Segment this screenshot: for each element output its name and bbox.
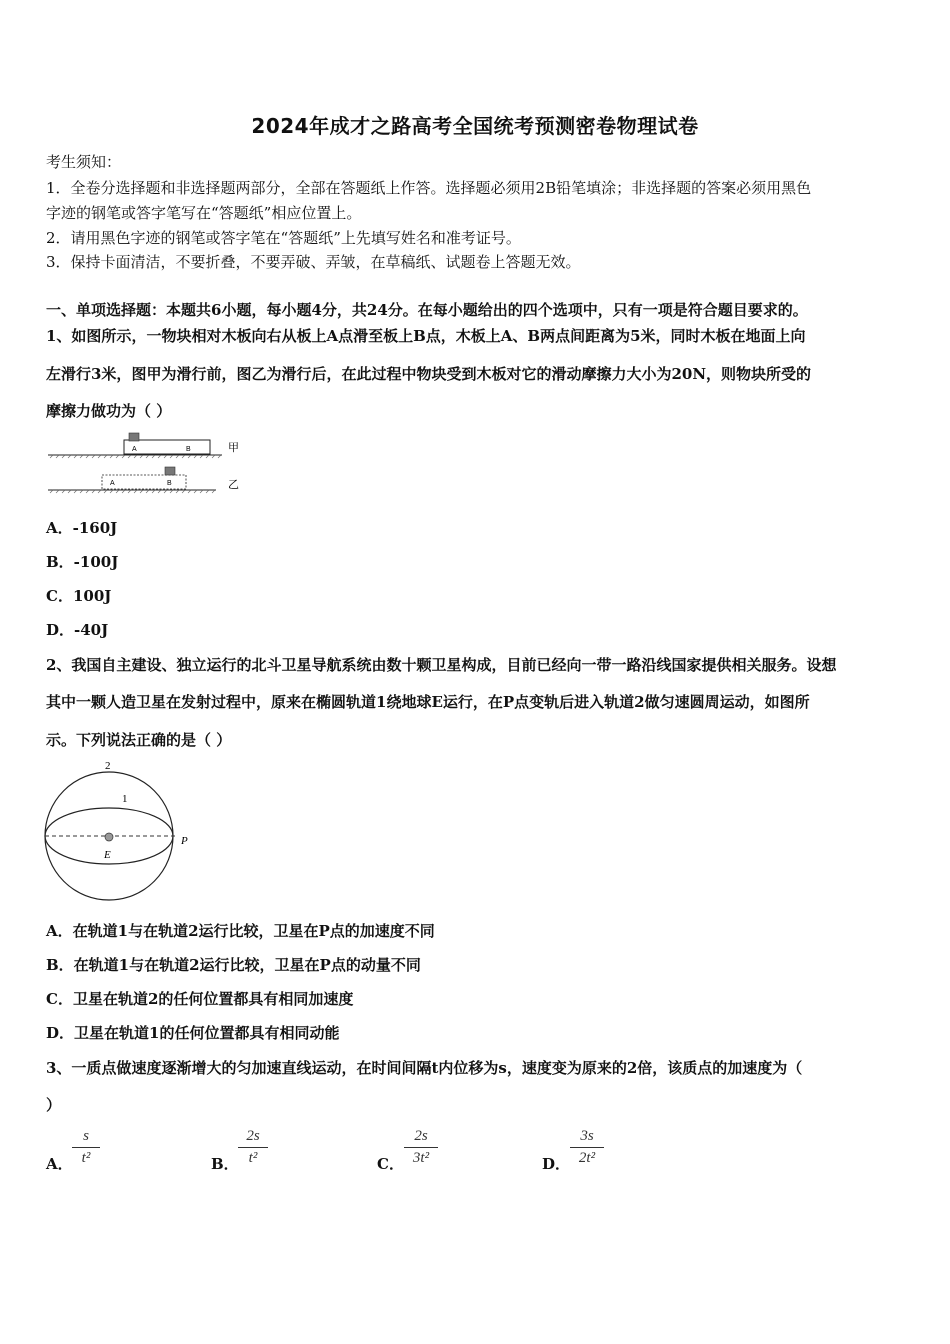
q3-option-a-fraction — [72, 1128, 100, 1167]
q2-option-b: B．在轨道1与在轨道2运行比较，卫星在P点的动量不同 — [46, 956, 421, 974]
q3-option-b-label: B． — [211, 1155, 239, 1173]
orbit-label-2: 2 — [105, 760, 111, 772]
label-a-yi: A — [110, 480, 115, 487]
question-2-text: 示。下列说法正确的是（ ） — [46, 731, 232, 749]
page-title: 2024年成才之路高考全国统考预测密卷物理试卷 — [251, 114, 699, 138]
notice-line: 1．全卷分选择题和非选择题两部分，全部在答题纸上作答。选择题必须用2B铅笔填涂；非选择题的答案必须用黑色 — [46, 179, 812, 197]
point-p-label: P — [181, 835, 188, 847]
label-yi: 乙 — [228, 478, 239, 491]
earth-e-label: E — [104, 849, 111, 861]
question-3-text: ） — [46, 1096, 62, 1114]
question-1-text: 摩擦力做功为（ ） — [46, 402, 172, 420]
q1-option-b: B．-100J — [46, 553, 119, 571]
q1-option-d: D．-40J — [46, 621, 109, 639]
q3-option-c-fraction — [404, 1128, 438, 1167]
label-a-jia: A — [132, 446, 137, 453]
notice-line: 2．请用黑色字迹的钢笔或答字笔在“答题纸”上先填写姓名和准考证号。 — [46, 229, 521, 247]
fraction-numerator: s — [83, 1128, 89, 1144]
notice-heading: 考生须知： — [46, 153, 122, 171]
q3-option-a-label: A． — [46, 1155, 73, 1173]
label-b-yi: B — [167, 480, 172, 487]
orbit-diagram — [40, 758, 200, 908]
q3-option-b-fraction — [238, 1128, 268, 1167]
q3-option-d-fraction — [570, 1128, 604, 1167]
question-1-text: 1、如图所示，一物块相对木板向右从板上A点滑至板上B点，木板上A、B两点间距离为5米，同时木板在地面上向 — [46, 327, 806, 345]
q2-option-d: D．卫星在轨道1的任何位置都具有相同动能 — [46, 1024, 340, 1042]
q1-option-a: A．-160J — [46, 519, 118, 537]
fraction-numerator: 3s — [580, 1128, 594, 1144]
question-1-text: 左滑行3米，图甲为滑行前，图乙为滑行后，在此过程中物块受到木板对它的滑动摩擦力大小为20N，则物块所受的 — [46, 365, 812, 383]
fraction-denominator: t² — [248, 1150, 258, 1166]
question-2-text: 2、我国自主建设、独立运行的北斗卫星导航系统由数十颗卫星构成，目前已经向一带一路沿线国家提供相关服务。设想 — [46, 656, 837, 674]
q2-option-a: A．在轨道1与在轨道2运行比较，卫星在P点的加速度不同 — [46, 922, 435, 940]
question-2-text: 其中一颗人造卫星在发射过程中，原来在椭圆轨道1绕地球E运行，在P点变轨后进入轨道2做匀速圆周运动，如图所 — [46, 693, 810, 711]
notice-line: 3．保持卡面清洁，不要折叠，不要弄破、弄皱，在草稿纸、试题卷上答题无效。 — [46, 253, 581, 271]
fraction-denominator: t² — [81, 1150, 91, 1166]
notice-line: 字迹的钢笔或答字笔写在“答题纸”相应位置上。 — [46, 204, 362, 222]
q1-option-c: C．100J — [46, 587, 112, 605]
label-jia: 甲 — [228, 441, 239, 454]
fraction-denominator: 2t² — [578, 1150, 596, 1166]
board-diagram — [44, 430, 244, 500]
fraction-denominator: 3t² — [412, 1150, 430, 1166]
q2-option-c: C．卫星在轨道2的任何位置都具有相同加速度 — [46, 990, 354, 1008]
label-b-jia: B — [186, 446, 191, 453]
fraction-numerator: 2s — [414, 1128, 428, 1144]
question-3-text: 3、一质点做速度逐渐增大的匀加速直线运动，在时间间隔t内位移为s，速度变为原来的2倍，该质点的加速度为（ — [46, 1059, 803, 1077]
q3-option-d-label: D． — [542, 1155, 571, 1173]
section-heading: 一、单项选择题：本题共6小题，每小题4分，共24分。在每小题给出的四个选项中，只有一项是符合题目要求的。 — [46, 301, 808, 319]
orbit-label-1: 1 — [122, 793, 128, 805]
fraction-numerator: 2s — [246, 1128, 260, 1144]
q3-option-c-label: C． — [377, 1155, 404, 1173]
